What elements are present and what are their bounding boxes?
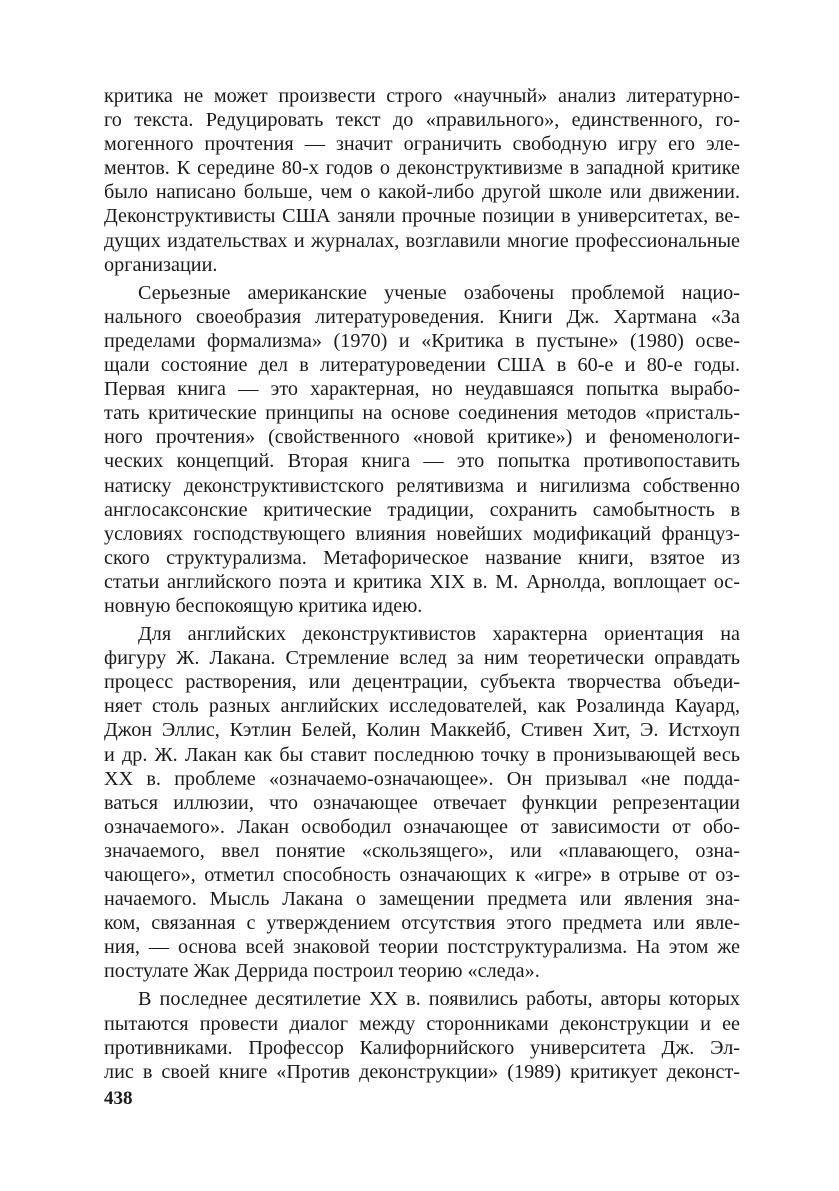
text-line: Первая книга — это характерная, но неудавшаяся попытка вырабо- xyxy=(104,378,740,401)
text-line: противниками. Профессор Калифорнийского университета Дж. Эл- xyxy=(104,1036,740,1059)
text-line: лис в своей книге «Против деконструкции» (1989) критикует деконст- xyxy=(104,1060,740,1083)
text-line: пытаются провести диалог между сторонниками деконструкции и ее xyxy=(104,1012,740,1035)
text-line: Деконструктивисты США заняли прочные позиции в университетах, ве- xyxy=(104,205,740,228)
text-line: натиску деконструктивистского релятивизма и нигилизма собственно xyxy=(104,474,740,497)
text-line: начаемого. Мысль Лакана о замещении предмета или явления зна- xyxy=(104,888,740,911)
text-line: и др. Ж. Лакан как бы ставит последнюю точку в пронизывающей весь xyxy=(104,743,740,766)
text-line: Для английских деконструктивистов характерна ориентация на xyxy=(138,623,740,646)
text-line: Серьезные американские ученые озабочены проблемой нацио- xyxy=(138,281,740,304)
text-line: чающего», отметил способность означающих к «игре» в отрыве от оз- xyxy=(104,864,740,886)
text-line: означаемого». Лакан освободил означающее от зависимости от обо- xyxy=(104,815,740,838)
page-number: 438 xyxy=(104,1088,133,1109)
body-text xyxy=(104,84,740,1084)
text-line: ческих концепций. Вторая книга — это попытка противопоставить xyxy=(104,450,740,473)
text-line: Джон Эллис, Кэтлин Белей, Колин Маккейб, Стивен Хит, Э. Истхоуп xyxy=(104,719,740,742)
paragraph-1 xyxy=(104,84,740,277)
text-line: XX в. проблеме «означаемо-означающее». Он призывал «не подда- xyxy=(104,767,740,790)
text-line: фигуру Ж. Лакана. Стремление вслед за ним теоретически оправдать xyxy=(104,647,740,670)
text-line: критика не может произвести строго «научный» анализ литературно- xyxy=(104,85,740,107)
text-line: значаемого, ввел понятие «скользящего», или «плавающего, озна- xyxy=(104,839,740,862)
text-line: постулате Жак Деррида построил теорию «следа». xyxy=(104,960,540,983)
text-line: условиях господствующего влияния новейших модификаций француз- xyxy=(104,522,740,545)
text-line: процесс растворения, или децентрации, субъекта творчества объеди- xyxy=(104,671,740,694)
text-line: организации. xyxy=(104,253,218,276)
text-line: могенного прочтения — значит ограничить свободную игру его эле- xyxy=(104,133,740,156)
text-line: было написано больше, чем о какой-либо другой школе или движении. xyxy=(104,181,740,204)
text-line: ком, связанная с утверждением отсутствия этого предмета или явле- xyxy=(104,912,740,935)
text-line: статьи английского поэта и критика XIX в. М. Арнолда, воплощает ос- xyxy=(104,570,740,593)
text-line: ментов. К середине 80-х годов о деконструктивизме в западной критике xyxy=(104,157,740,180)
text-line: пределами формализма» (1970) и «Критика в пустыне» (1980) осве- xyxy=(104,329,740,352)
text-line: ного прочтения» (свойственного «новой критике») и феноменологи- xyxy=(104,426,740,449)
text-line: англосаксонские критические традиции, сохранить самобытность в xyxy=(104,498,740,521)
text-line: В последнее десятилетие XX в. появились работы, авторы которых xyxy=(138,988,740,1011)
text-line: ского структурализма. Метафорическое название книги, взятое из xyxy=(104,546,740,569)
text-line: ваться иллюзии, что означающее отвечает функции репрезентации xyxy=(104,791,740,814)
text-line: нального своеобразия литературоведения. Книги Дж. Хартмана «За xyxy=(104,305,740,328)
text-line: ния, — основа всей знаковой теории постструктурализма. На этом же xyxy=(104,936,740,959)
paragraph-2 xyxy=(104,281,740,618)
text-line: дущих издательствах и журналах, возглавили многие профессиональные xyxy=(104,229,740,252)
paragraph-3 xyxy=(104,622,740,983)
text-line: новную беспокоящую критика идею. xyxy=(104,594,423,617)
text-line: го текста. Редуцировать текст до «правильного», единственного, го- xyxy=(104,109,740,132)
text-line: няет столь разных английских исследователей, как Розалинда Кауард, xyxy=(104,695,740,718)
text-line: тать критические принципы на основе соединения методов «присталь- xyxy=(104,402,740,425)
text-line: щали состояние дел в литературоведении США в 60-е и 80-е годы. xyxy=(104,354,740,377)
paragraph-4 xyxy=(104,987,740,1083)
